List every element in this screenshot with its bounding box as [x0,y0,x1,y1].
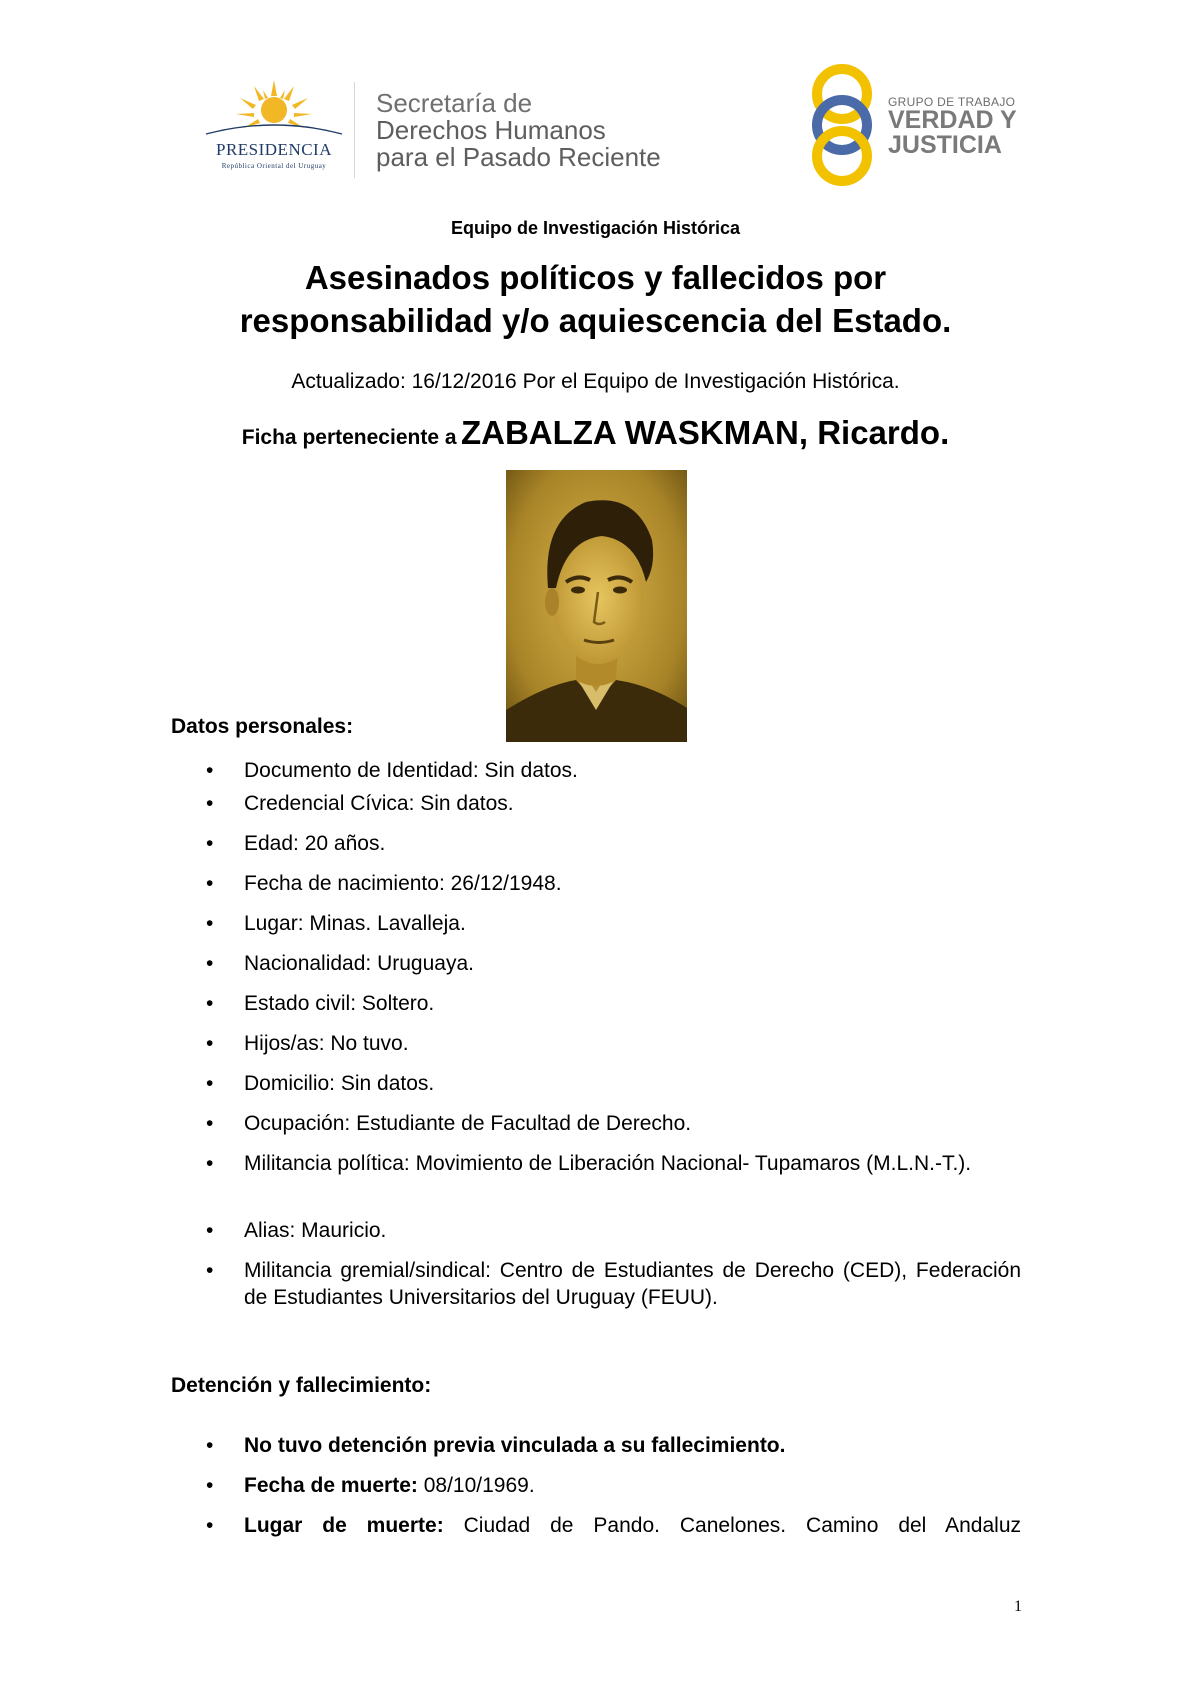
document-title [150,256,1041,342]
grupo-line-2: VERDAD Y [888,106,1017,134]
bullet: • [206,1259,214,1282]
list-item-text: Credencial Cívica: Sin datos. [244,792,514,815]
bullet: • [206,912,214,935]
list-item-text: Domicilio: Sin datos. [244,1072,435,1095]
list-item-text [244,1512,1021,1539]
secretaria-line-3: para el Pasado Reciente [376,142,661,172]
grupo-line-1: GRUPO DE TRABAJO [888,95,1016,109]
list-item-text: Documento de Identidad: Sin datos. [244,759,578,782]
document-title-line-2: responsabilidad y/o aquiescencia del Estado. [239,302,952,339]
detention-heading: Detención y fallecimiento: [171,1374,432,1397]
bullet: • [206,792,214,815]
secretaria-line-1: Secretaría de [376,88,533,118]
bullet: • [206,1514,214,1537]
updated-line: Actualizado: 16/12/2016 Por el Equipo de Investigación Histórica. [291,370,900,393]
interlocked-rings-icon [810,62,880,188]
bullet: • [206,1219,214,1242]
bullet: • [206,1112,214,1135]
grupo-line-3: JUSTICIA [888,131,1002,159]
portrait-photo [506,470,687,742]
bullet: • [206,1032,214,1055]
list-item-text: Alias: Mauricio. [244,1219,387,1242]
team-title: Equipo de Investigación Histórica [450,218,741,238]
bullet: • [206,1474,214,1497]
header-divider [354,82,355,178]
presidencia-title: PRESIDENCIA [215,140,332,159]
document-title-line-1: Asesinados políticos y fallecidos por [304,259,887,296]
personal-data-heading: Datos personales: [171,715,354,738]
death-place-label: Lugar de muerte: [244,1514,444,1537]
presidencia-subtitle: República Oriental del Uruguay [221,162,327,170]
grupo-verdad-justicia-logo [810,62,1020,188]
portrait-image [506,470,687,742]
secretaria-logo-text [376,90,706,171]
sun-emblem-icon [196,78,352,142]
list-item-text: Nacionalidad: Uruguaya. [244,952,474,975]
ficha-prefix: Ficha perteneciente a [241,426,457,449]
bullet: • [206,1434,214,1457]
list-item-text: Estado civil: Soltero. [244,992,435,1015]
list-item-text: Fecha de nacimiento: 26/12/1948. [244,872,562,895]
secretaria-line-2: Derechos Humanos [376,115,606,145]
death-place-value: Ciudad de Pando. Canelones. Camino del Andaluz [443,1514,1022,1537]
bullet: • [206,759,214,782]
bullet: • [206,1152,214,1175]
page-number: 1 [1014,1598,1022,1615]
list-item-text: Edad: 20 años. [244,832,386,855]
presidencia-logo [196,78,352,178]
list-item-text: No tuvo detención previa vinculada a su fallecimiento. [244,1434,786,1457]
list-item-text: Militancia política: Movimiento de Liberación Nacional- Tupamaros (M.L.N.-T.). [244,1152,972,1175]
ficha-line [0,414,1191,452]
list-item-text: Ocupación: Estudiante de Facultad de Derecho. [244,1112,692,1135]
list-item-text [244,1472,1021,1499]
bullet: • [206,872,214,895]
list-item-text: Militancia gremial/sindical: Centro de Estudiantes de Derecho (CED), Federación de Estudiantes Universitarios del Uruguay (FEUU). [244,1259,1021,1309]
list-item-text: Hijos/as: No tuvo. [244,1032,409,1055]
death-date-label: Fecha de muerte: [244,1474,418,1497]
bullet: • [206,832,214,855]
death-date-value: 08/10/1969. [417,1474,535,1497]
bullet: • [206,992,214,1015]
bullet: • [206,1072,214,1095]
ficha-name: ZABALZA WASKMAN, Ricardo. [460,414,950,451]
list-item-text: Lugar: Minas. Lavalleja. [244,912,466,935]
bullet: • [206,952,214,975]
